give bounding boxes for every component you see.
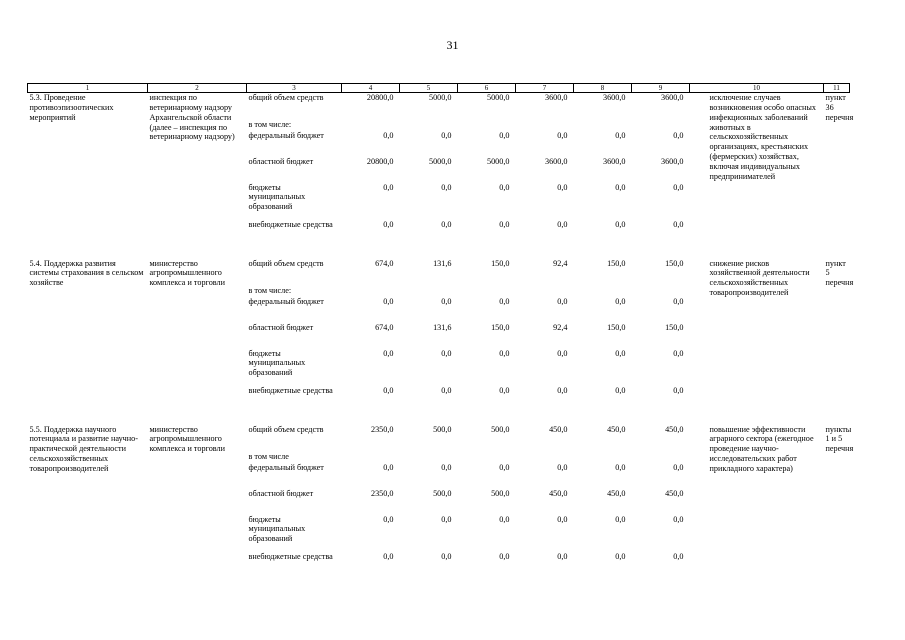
- amount-cell: 0,0: [441, 514, 452, 524]
- amount-cell: 0,0: [499, 462, 510, 472]
- amount-cell: 92,4: [553, 258, 568, 268]
- amount-cell: 0,0: [557, 296, 568, 306]
- amount-cell: [516, 120, 574, 131]
- amount-cell: 0,0: [557, 514, 568, 524]
- amount-cell: 3600,0: [602, 156, 626, 166]
- column-number: 4: [342, 84, 400, 93]
- column-number: 2: [148, 84, 247, 93]
- amount-cell: [574, 286, 632, 297]
- amount-cell: 0,0: [673, 551, 684, 561]
- column-number-row: [28, 84, 850, 93]
- funding-source-label: в том числе:: [248, 119, 292, 129]
- funding-source-label: общий объем средств: [248, 93, 324, 102]
- section-spacer: [28, 244, 850, 259]
- funding-source-label: в том числе:: [248, 285, 292, 295]
- amount-cell: 0,0: [615, 130, 626, 140]
- amount-cell: 0,0: [615, 348, 626, 358]
- measure-title: 5.3. Проведение противоэпизоотических мероприятий: [29, 93, 114, 122]
- amount-cell: 0,0: [383, 130, 394, 140]
- amount-cell: 0,0: [673, 182, 684, 192]
- amount-cell: 0,0: [383, 514, 394, 524]
- amount-cell: 0,0: [673, 385, 684, 395]
- funding-source-label: внебюджетные средства: [248, 385, 333, 395]
- amount-cell: 0,0: [441, 348, 452, 358]
- amount-cell: 450,0: [607, 424, 626, 434]
- amount-cell: 5000,0: [486, 156, 510, 166]
- amount-cell: 0,0: [557, 130, 568, 140]
- amount-cell: 450,0: [665, 424, 684, 434]
- funding-source-label: областной бюджет: [248, 322, 314, 332]
- amount-cell: 0,0: [383, 462, 394, 472]
- amount-cell: 0,0: [615, 462, 626, 472]
- amount-cell: 0,0: [673, 462, 684, 472]
- amount-cell: [342, 286, 400, 297]
- amount-cell: 0,0: [673, 296, 684, 306]
- amount-cell: 500,0: [491, 488, 510, 498]
- amount-cell: 0,0: [673, 348, 684, 358]
- amount-cell: 0,0: [499, 348, 510, 358]
- funding-row: [28, 425, 850, 452]
- amount-cell: 92,4: [553, 322, 568, 332]
- amount-cell: 450,0: [549, 424, 568, 434]
- amount-cell: 0,0: [557, 348, 568, 358]
- amount-cell: [342, 452, 400, 463]
- column-number: 5: [400, 84, 458, 93]
- amount-cell: 500,0: [433, 424, 452, 434]
- amount-cell: 150,0: [665, 258, 684, 268]
- amount-cell: 0,0: [557, 182, 568, 192]
- amount-cell: 0,0: [615, 182, 626, 192]
- amount-cell: 3600,0: [660, 156, 684, 166]
- amount-cell: 0,0: [441, 130, 452, 140]
- amount-cell: 0,0: [673, 219, 684, 229]
- amount-cell: [400, 286, 458, 297]
- amount-cell: 0,0: [441, 385, 452, 395]
- amount-cell: [632, 452, 690, 463]
- amount-cell: [632, 120, 690, 131]
- amount-cell: 0,0: [441, 462, 452, 472]
- funding-row: [28, 93, 850, 120]
- amount-cell: [400, 120, 458, 131]
- amount-cell: 0,0: [615, 219, 626, 229]
- column-number: 9: [632, 84, 690, 93]
- funding-source-label: общий объем средств: [248, 424, 324, 434]
- funding-source-label: общий объем средств: [248, 258, 324, 268]
- amount-cell: 500,0: [433, 488, 452, 498]
- amount-cell: 0,0: [383, 348, 394, 358]
- amount-cell: 0,0: [557, 385, 568, 395]
- amount-cell: 0,0: [383, 219, 394, 229]
- column-number: 7: [516, 84, 574, 93]
- column-number: 3: [247, 84, 342, 93]
- amount-cell: 150,0: [491, 258, 510, 268]
- funding-row: [28, 259, 850, 286]
- amount-cell: 0,0: [615, 551, 626, 561]
- amount-cell: 0,0: [673, 130, 684, 140]
- expected-result: исключение случаев возникновения особо опасных инфекционных заболеваний животных в сельскохозяйственных организациях, крестьянских (фермерских) хозяйствах, включая индивидуальных предпринимателей: [709, 93, 816, 181]
- amount-cell: [458, 120, 516, 131]
- amount-cell: 450,0: [665, 488, 684, 498]
- amount-cell: 2350,0: [370, 424, 394, 434]
- amount-cell: 0,0: [499, 130, 510, 140]
- amount-cell: 3600,0: [544, 156, 568, 166]
- amount-cell: [342, 120, 400, 131]
- list-reference: пункт 36 перечня: [825, 93, 854, 122]
- amount-cell: [632, 286, 690, 297]
- amount-cell: 150,0: [665, 322, 684, 332]
- expected-result: повышение эффективности аграрного сектора (ежегодное проведение научно-исследовательских работ прикладного характера): [709, 424, 814, 473]
- amount-cell: [516, 452, 574, 463]
- column-number: 6: [458, 84, 516, 93]
- amount-cell: 0,0: [673, 514, 684, 524]
- funding-source-label: внебюджетные средства: [248, 551, 333, 561]
- amount-cell: 3600,0: [602, 93, 626, 102]
- executor: министерство агропромышленного комплекса и торговли: [149, 258, 226, 288]
- amount-cell: 131,6: [433, 322, 452, 332]
- funding-source-label: областной бюджет: [248, 156, 314, 166]
- funding-source-label: федеральный бюджет: [248, 130, 324, 140]
- amount-cell: 20800,0: [366, 93, 394, 102]
- amount-cell: 3600,0: [544, 93, 568, 102]
- amount-cell: 0,0: [615, 385, 626, 395]
- amount-cell: 0,0: [557, 462, 568, 472]
- amount-cell: [400, 452, 458, 463]
- page-number: 31: [446, 38, 459, 52]
- amount-cell: 450,0: [549, 488, 568, 498]
- amount-cell: 5000,0: [428, 93, 452, 102]
- column-number: 11: [824, 84, 850, 93]
- expected-result: снижение рисков хозяйственной деятельности сельскохозяйственных товаропроизводителей: [709, 258, 810, 298]
- list-reference: пункты 1 и 5 перечня: [825, 424, 854, 454]
- amount-cell: 150,0: [607, 322, 626, 332]
- amount-cell: 20800,0: [366, 156, 394, 166]
- amount-cell: 3600,0: [660, 93, 684, 102]
- amount-cell: 131,6: [433, 258, 452, 268]
- funding-source-label: бюджеты муниципальных образований: [248, 348, 306, 378]
- column-number: 1: [28, 84, 148, 93]
- amount-cell: 0,0: [499, 296, 510, 306]
- list-reference: пункт 5 перечня: [825, 258, 854, 288]
- funding-source-label: в том числе: [248, 451, 289, 461]
- funding-source-label: бюджеты муниципальных образований: [248, 182, 306, 212]
- amount-cell: 0,0: [441, 551, 452, 561]
- amount-cell: [458, 286, 516, 297]
- amount-cell: 500,0: [491, 424, 510, 434]
- amount-cell: [516, 286, 574, 297]
- column-number: 8: [574, 84, 632, 93]
- funding-source-label: внебюджетные средства: [248, 219, 333, 229]
- amount-cell: 0,0: [383, 385, 394, 395]
- amount-cell: 0,0: [499, 385, 510, 395]
- amount-cell: 0,0: [441, 219, 452, 229]
- column-number: 10: [690, 84, 824, 93]
- amount-cell: [574, 120, 632, 131]
- funding-source-label: федеральный бюджет: [248, 296, 324, 306]
- amount-cell: 674,0: [375, 322, 394, 332]
- amount-cell: 0,0: [557, 219, 568, 229]
- program-table: [27, 83, 854, 576]
- amount-cell: [574, 452, 632, 463]
- amount-cell: 0,0: [499, 514, 510, 524]
- executor: инспекция по ветеринарному надзору Архангельской области (далее – инспекция по ветеринарному надзору): [149, 93, 235, 142]
- amount-cell: 5000,0: [486, 93, 510, 102]
- amount-cell: 2350,0: [370, 488, 394, 498]
- amount-cell: 0,0: [615, 514, 626, 524]
- amount-cell: 674,0: [375, 258, 394, 268]
- amount-cell: 0,0: [615, 296, 626, 306]
- funding-source-label: федеральный бюджет: [248, 462, 324, 472]
- amount-cell: 0,0: [441, 182, 452, 192]
- section-spacer: [28, 410, 850, 425]
- amount-cell: 0,0: [383, 182, 394, 192]
- amount-cell: 0,0: [499, 219, 510, 229]
- amount-cell: 0,0: [499, 551, 510, 561]
- funding-source-label: областной бюджет: [248, 488, 314, 498]
- executor: министерство агропромышленного комплекса и торговли: [149, 424, 226, 454]
- amount-cell: 450,0: [607, 488, 626, 498]
- measure-title: 5.5. Поддержка научного потенциала и развитие научно-практической деятельности сельскохозяйственных товаропроизводителей: [29, 424, 138, 473]
- amount-cell: 5000,0: [428, 156, 452, 166]
- funding-source-label: бюджеты муниципальных образований: [248, 514, 306, 544]
- measure-title: 5.4. Поддержка развития системы страхования в сельском хозяйстве: [29, 258, 144, 288]
- amount-cell: 0,0: [383, 551, 394, 561]
- amount-cell: 150,0: [491, 322, 510, 332]
- amount-cell: 150,0: [607, 258, 626, 268]
- amount-cell: 0,0: [499, 182, 510, 192]
- amount-cell: 0,0: [557, 551, 568, 561]
- amount-cell: 0,0: [441, 296, 452, 306]
- amount-cell: [458, 452, 516, 463]
- amount-cell: 0,0: [383, 296, 394, 306]
